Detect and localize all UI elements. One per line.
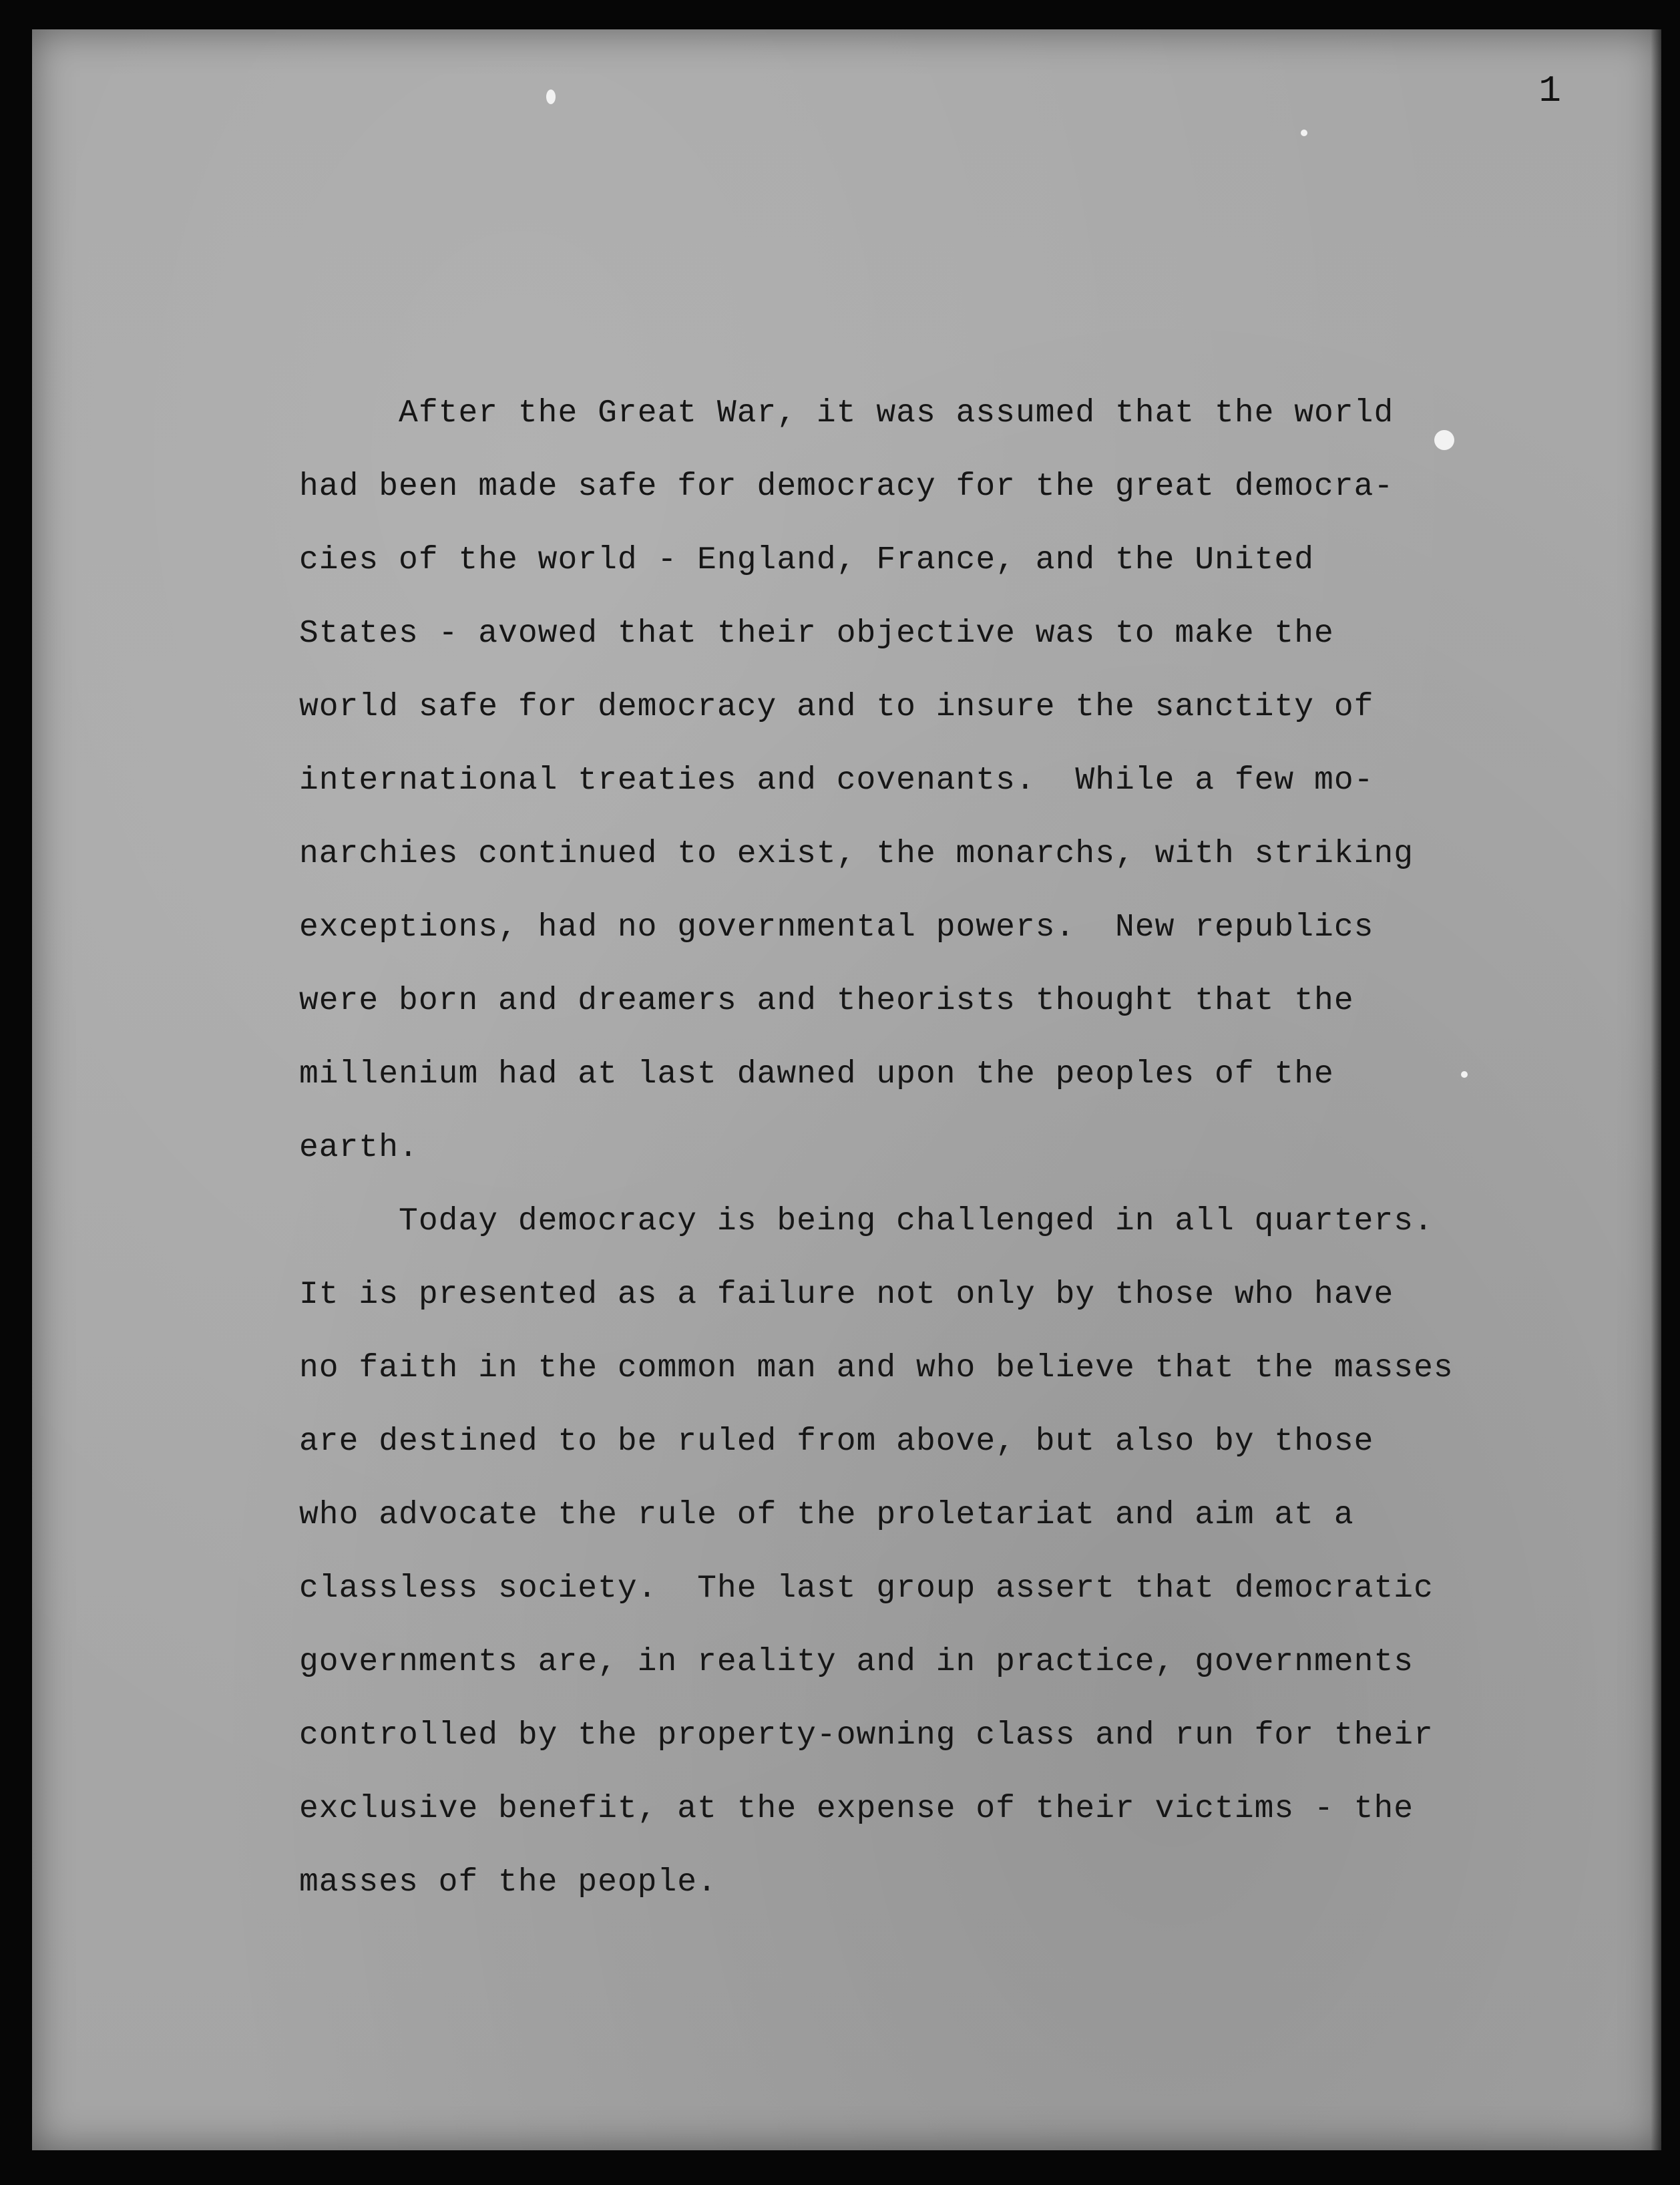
- dust-speck: [546, 89, 556, 104]
- text-line: governments are, in reality and in practice, governments: [299, 1644, 1414, 1680]
- text-line: international treaties and covenants. While a few mo-: [299, 763, 1374, 799]
- page-body: [299, 377, 1514, 1919]
- text-line: exclusive benefit, at the expense of their victims - the: [299, 1791, 1414, 1827]
- text-line: narchies continued to exist, the monarchs, with striking: [299, 836, 1414, 872]
- dust-speck: [1301, 130, 1307, 136]
- text-line: After the Great War, it was assumed that the world: [299, 395, 1394, 431]
- page-edge-shadow: [1651, 29, 1661, 2150]
- text-line: millenium had at last dawned upon the peoples of the: [299, 1056, 1334, 1092]
- paragraph-1: [299, 377, 1514, 1185]
- text-line: classless society. The last group assert that democratic: [299, 1571, 1434, 1607]
- text-line: Today democracy is being challenged in all quarters.: [299, 1203, 1434, 1239]
- text-line: were born and dreamers and theorists thought that the: [299, 983, 1354, 1019]
- text-line: cies of the world - England, France, and the United: [299, 542, 1315, 578]
- page-number: 1: [1538, 69, 1561, 112]
- text-line: controlled by the property-owning class and run for their: [299, 1718, 1434, 1754]
- text-line: exceptions, had no governmental powers. New republics: [299, 910, 1374, 946]
- dust-speck: [1461, 1071, 1468, 1078]
- text-line: earth.: [299, 1130, 419, 1166]
- text-line: masses of the people.: [299, 1864, 717, 1901]
- typed-page: [32, 29, 1661, 2150]
- text-line: are destined to be ruled from above, but also by those: [299, 1424, 1374, 1460]
- text-line: States - avowed that their objective was to make the: [299, 616, 1334, 652]
- text-line: no faith in the common man and who believe that the masses: [299, 1350, 1454, 1386]
- paragraph-2: [299, 1185, 1514, 1919]
- dust-speck: [1434, 430, 1454, 450]
- text-line: had been made safe for democracy for the great democra-: [299, 469, 1394, 505]
- text-line: It is presented as a failure not only by those who have: [299, 1277, 1394, 1313]
- text-line: who advocate the rule of the proletariat and aim at a: [299, 1497, 1354, 1533]
- text-line: world safe for democracy and to insure the sanctity of: [299, 689, 1374, 725]
